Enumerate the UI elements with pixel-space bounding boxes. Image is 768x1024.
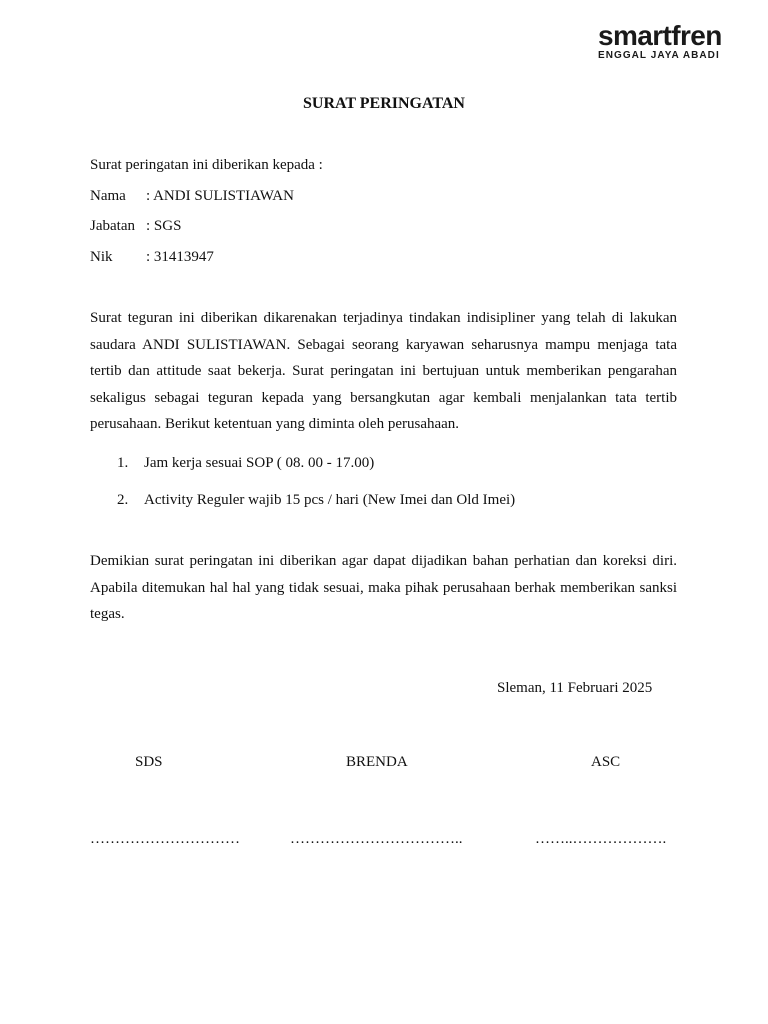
logo-tagline: ENGGAL JAYA ABADI — [598, 50, 720, 61]
field-nik-value: : 31413947 — [146, 249, 214, 265]
signatory-asc-role: ASC — [591, 754, 621, 770]
rule-item-2-number: 2. — [117, 492, 129, 508]
signatory-sds-role: SDS — [135, 754, 163, 770]
signature-line-sds: ………………………… — [90, 831, 240, 847]
rule-item-1-number: 1. — [117, 455, 129, 471]
logo-brand-text: smartfren — [598, 20, 722, 51]
rule-item-2 — [117, 490, 515, 510]
field-nik-label: Nik — [90, 249, 113, 265]
paragraph-reason: Surat teguran ini diberikan dikarenakan terjadinya tindakan indisipliner yang telah di lakukan saudara ANDI SULISTIAWAN. Sebagai seorang karyawan seharusnya mampu menjaga tata tertib dan attitude saat bekerja. Surat peringatan ini bertujuan untuk memberikan pengarahan sekaligus sebagai teguran kepada yang bersangkutan agar kembali menjalankan tata tertib perusahaan. Berikut ketentuan yang diminta oleh perusahaan. — [90, 310, 677, 433]
field-nik — [90, 247, 214, 267]
place-date: Sleman, 11 Februari 2025 — [497, 680, 653, 696]
document-title: SURAT PERINGATAN — [303, 95, 465, 112]
field-position — [90, 216, 181, 236]
intro-text: Surat peringatan ini diberikan kepada : — [90, 157, 323, 173]
signatory-brenda-role: BRENDA — [346, 754, 408, 770]
field-position-value: : SGS — [146, 218, 182, 234]
rule-item-2-text: Activity Reguler wajib 15 pcs / hari (New Imei dan Old Imei) — [144, 492, 516, 508]
paragraph-closing: Demikian surat peringatan ini diberikan agar dapat dijadikan bahan perhatian dan koreksi diri. Apabila ditemukan hal hal yang tidak sesuai, maka pihak perusahaan berhak memberikan sanksi tegas. — [90, 553, 677, 623]
signature-line-asc: ……..………………. — [535, 831, 667, 847]
rule-item-1 — [117, 453, 374, 473]
field-name-value: : ANDI SULISTIAWAN — [146, 188, 294, 204]
signature-line-brenda: …………………………….. — [290, 831, 463, 847]
field-name — [90, 186, 294, 206]
rule-item-1-text: Jam kerja sesuai SOP ( 08. 00 - 17.00) — [144, 455, 375, 471]
field-position-label: Jabatan — [90, 218, 135, 234]
smartfren-logo — [598, 20, 732, 62]
field-name-label: Nama — [90, 188, 126, 204]
